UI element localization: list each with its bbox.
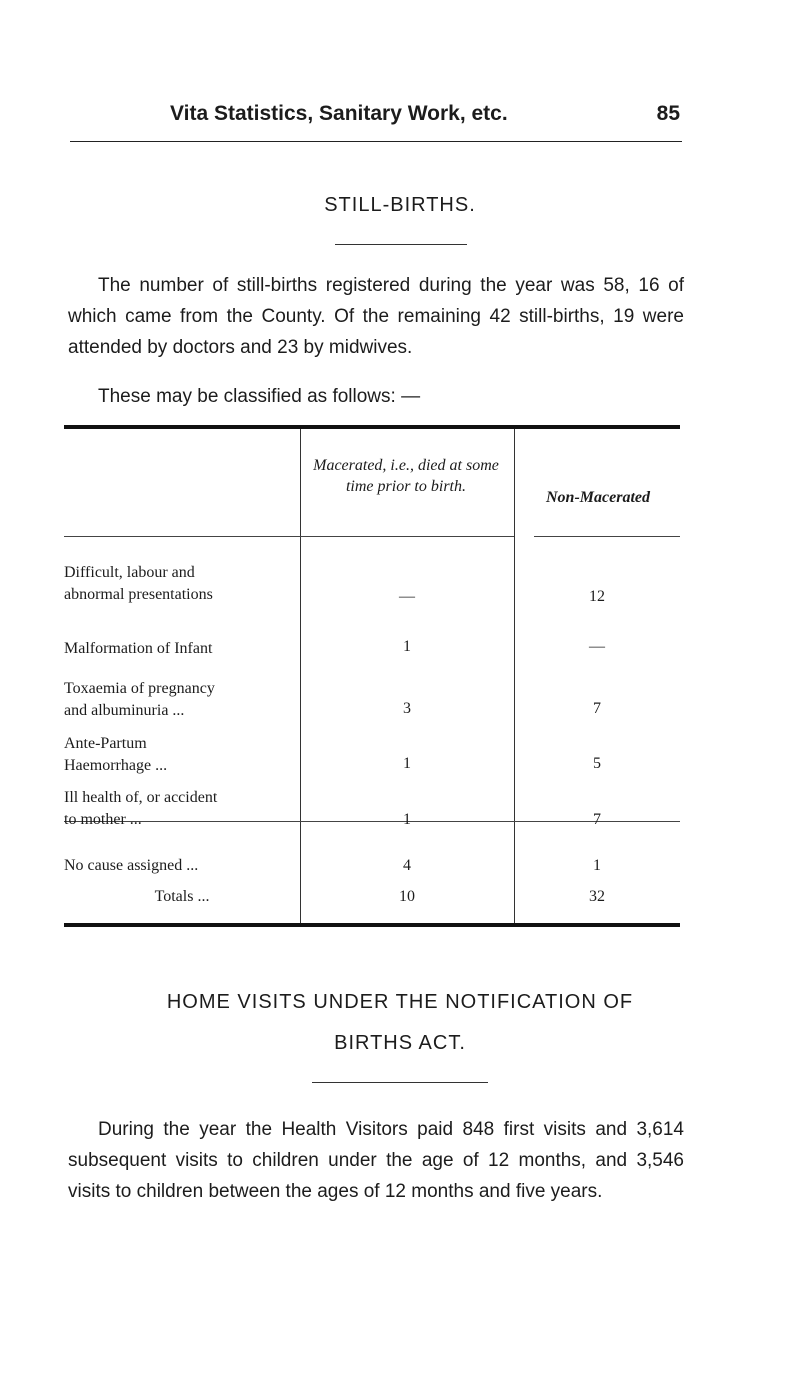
row-label-toxaemia: Toxaemia of pregnancy and albuminuria ... bbox=[64, 680, 215, 719]
home-visits-heading-rule bbox=[312, 1082, 488, 1083]
row-label-ante-partum: Ante-Partum Haemorrhage ... bbox=[64, 735, 168, 774]
column-header-macerated: Macerated, i.e., died at some time prior to birth. bbox=[313, 457, 499, 495]
header-rule-nonmacerated-col bbox=[534, 536, 680, 537]
header-rule-label-col bbox=[64, 536, 300, 537]
row-label-no-cause: No cause assigned ... bbox=[64, 857, 199, 874]
page-number: 85 bbox=[656, 102, 680, 125]
stillbirths-paragraph bbox=[68, 270, 684, 363]
cell-macerated-difficult-labour: — bbox=[399, 588, 415, 605]
header-rule-macerated-col bbox=[300, 536, 514, 537]
running-head bbox=[70, 98, 682, 138]
home-visits-heading-line2: BIRTHS ACT. bbox=[334, 1032, 466, 1054]
totals-macerated: 10 bbox=[399, 888, 415, 905]
cell-macerated-ante-partum: 1 bbox=[403, 755, 411, 772]
home-visits-paragraph bbox=[68, 1114, 684, 1207]
home-visits-paragraph-text: During the year the Health Visitors paid 848 first visits and 3,614 subsequent visits to children under the age of 12 months, and 3,546 visits to children between the ages of 12 months and five years. bbox=[68, 1119, 684, 1202]
table-top-rule bbox=[64, 425, 680, 429]
stillbirths-table bbox=[64, 425, 680, 927]
totals-label: Totals ... bbox=[154, 888, 210, 905]
cell-nonmacerated-ill-health: 7 bbox=[593, 811, 601, 828]
row-label-difficult-labour: Difficult, labour and abnormal presentations bbox=[64, 564, 213, 603]
row-label-malformation: Malformation of Infant bbox=[64, 640, 213, 657]
column-header-non-macerated: Non-Macerated bbox=[546, 489, 650, 506]
stillbirths-paragraph-text: The number of still-births registered during the year was 58, 16 of which came from the County. Of the remaining 42 still-births, 19 were attended by doctors and 23 by midwives. bbox=[68, 275, 684, 358]
header-rule bbox=[70, 141, 682, 142]
running-head-title: Vita Statistics, Sanitary Work, etc. bbox=[170, 102, 508, 125]
cell-macerated-ill-health: 1 bbox=[403, 811, 411, 828]
cell-nonmacerated-ante-partum: 5 bbox=[593, 755, 601, 772]
column-divider-2 bbox=[514, 429, 515, 923]
column-divider-1 bbox=[300, 429, 301, 923]
cell-macerated-malformation: 1 bbox=[403, 638, 411, 655]
cell-nonmacerated-difficult-labour: 12 bbox=[589, 588, 605, 605]
stillbirths-heading-rule bbox=[335, 244, 467, 245]
classification-intro: These may be classified as follows: — bbox=[98, 386, 421, 407]
cell-nonmacerated-toxaemia: 7 bbox=[593, 700, 601, 717]
cell-nonmacerated-malformation: — bbox=[589, 638, 605, 655]
cell-macerated-toxaemia: 3 bbox=[403, 700, 411, 717]
row-label-ill-health-line2: to mother ... bbox=[64, 811, 142, 828]
row-label-ill-health: Ill health of, or accident bbox=[64, 789, 218, 806]
home-visits-heading-line1: HOME VISITS UNDER THE NOTIFICATION OF bbox=[166, 991, 634, 1013]
totals-non-macerated: 32 bbox=[589, 888, 605, 905]
cell-macerated-no-cause: 4 bbox=[403, 857, 411, 874]
stillbirths-heading: STILL-BIRTHS. bbox=[324, 194, 476, 216]
cell-nonmacerated-no-cause: 1 bbox=[593, 857, 601, 874]
table-bottom-rule bbox=[64, 923, 680, 927]
